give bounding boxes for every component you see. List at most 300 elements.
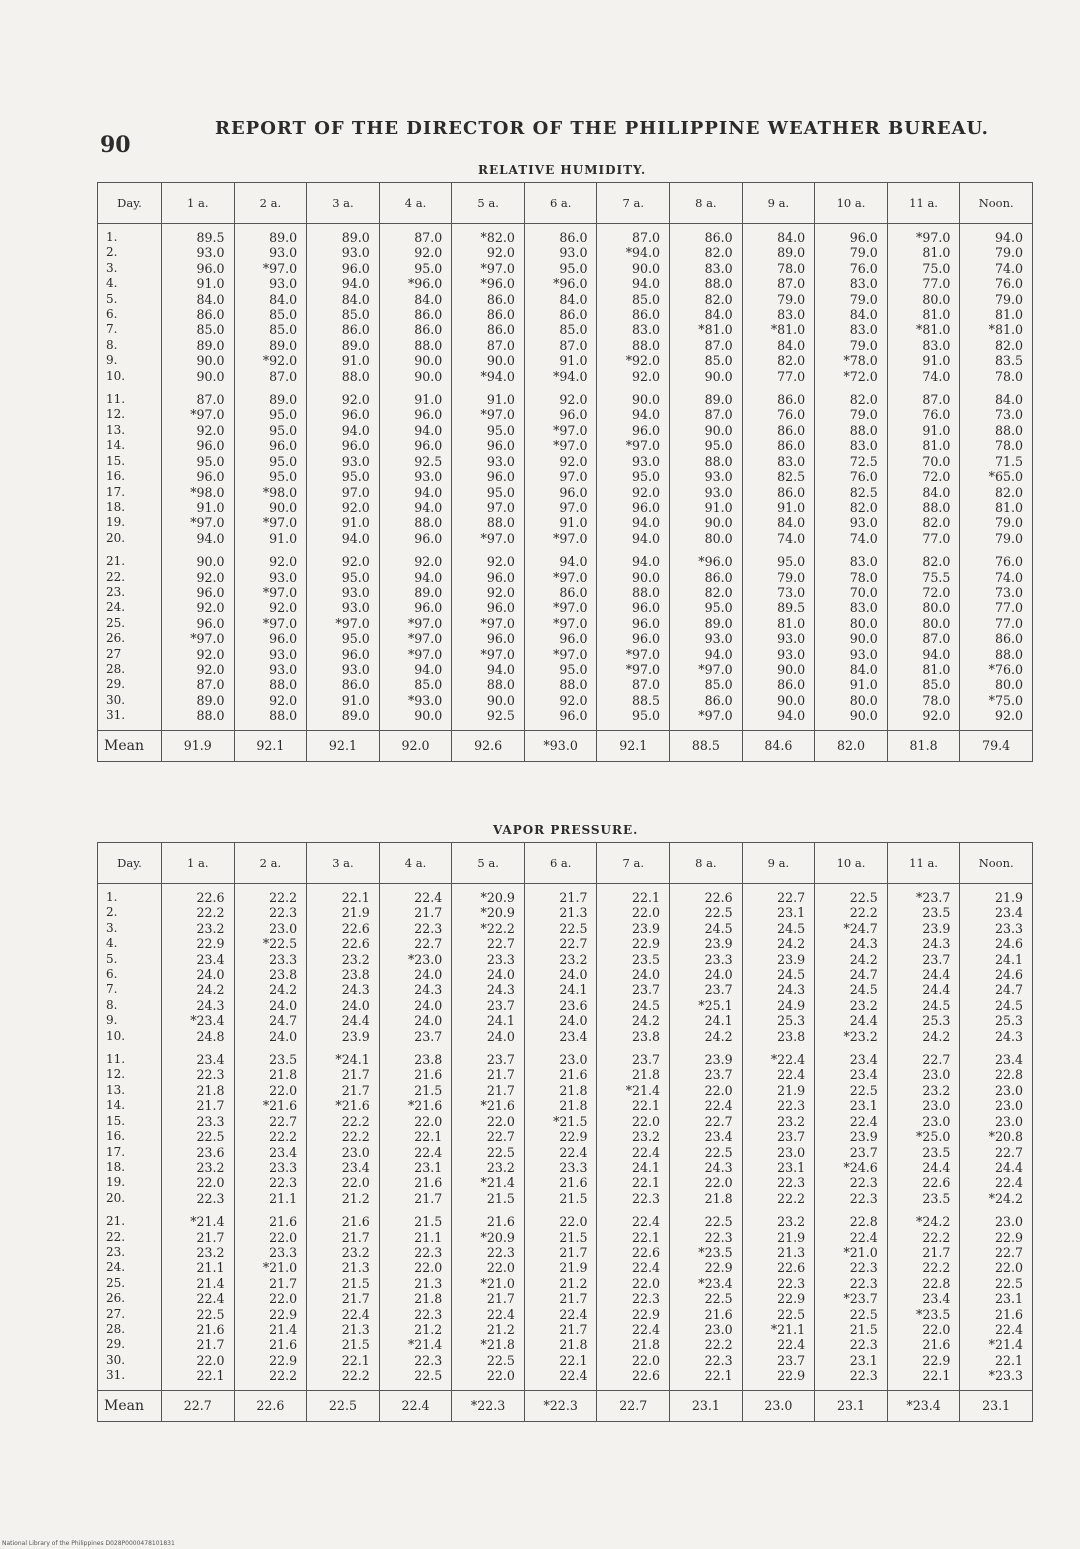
table-cell: 22.5 [452,1353,525,1368]
table-cell: 85.0 [524,322,597,337]
table-cell: 23.4 [887,1291,960,1306]
table-cell: 83.0 [815,438,888,453]
table-cell: 22.0 [452,1368,525,1390]
table-cell: 79.0 [742,570,815,585]
table-row [98,1276,1033,1291]
table-cell: 94.0 [597,515,670,530]
table-cell: 22.1 [597,1230,670,1245]
table-cell: 23.4 [670,1129,743,1144]
day-label: 30. [98,1353,162,1368]
mean-cell: *22.3 [452,1390,525,1421]
table-cell: 22.3 [742,1276,815,1291]
table-cell: *97.0 [234,261,307,276]
table-cell: 21.6 [234,1337,307,1352]
table-cell: 22.5 [670,1145,743,1160]
table-cell: 22.4 [524,1368,597,1390]
table-cell: 81.0 [887,245,960,260]
table-cell: 24.2 [742,936,815,951]
table-cell: 89.0 [234,384,307,407]
table-cell: *20.9 [452,1230,525,1245]
table-cell: 93.0 [307,585,380,600]
table-cell: 24.3 [815,936,888,951]
table-cell: 23.2 [887,1083,960,1098]
table-cell: 77.0 [887,531,960,546]
table-cell: 93.0 [234,647,307,662]
table-cell: 21.6 [162,1322,235,1337]
table-cell: 22.2 [234,884,307,906]
day-label: 17. [98,485,162,500]
table-cell: *96.0 [452,276,525,291]
table-cell: 82.0 [670,292,743,307]
table-cell: 90.0 [597,570,670,585]
table-cell: 21.6 [887,1337,960,1352]
table-cell: 86.0 [379,307,452,322]
table-cell: 24.1 [452,1013,525,1028]
table-cell: 91.0 [524,353,597,368]
table-cell: 91.0 [162,276,235,291]
mean-cell: 92.1 [234,730,307,761]
table-row [98,1013,1033,1028]
table-cell: 94.0 [887,647,960,662]
table-cell: 90.0 [234,500,307,515]
table-cell: 84.0 [815,662,888,677]
table-cell: 22.4 [960,1175,1033,1190]
table-row [98,936,1033,951]
table-cell: 88.0 [379,338,452,353]
table-cell: 22.4 [742,1067,815,1082]
table-cell: 82.0 [887,546,960,569]
table-cell: 80.0 [670,531,743,546]
table-cell: *75.0 [960,693,1033,708]
table-cell: 93.0 [670,485,743,500]
table-row [98,1160,1033,1175]
table-cell: 24.7 [960,982,1033,997]
table-cell: 21.9 [960,884,1033,906]
table-cell: 92.5 [452,708,525,730]
mean-cell: 92.1 [307,730,380,761]
day-label: 23. [98,1245,162,1260]
table-cell: 90.0 [597,384,670,407]
column-header: Noon. [960,843,1033,884]
table-cell: 86.0 [524,307,597,322]
table-cell: 74.0 [742,531,815,546]
table-cell: 95.0 [379,261,452,276]
table-cell: 22.3 [815,1337,888,1352]
column-header: 2 a. [234,183,307,224]
table-cell: 86.0 [597,307,670,322]
table-row [98,708,1033,730]
table-cell: 22.7 [452,936,525,951]
day-label: 21. [98,1206,162,1229]
table-cell: 21.9 [307,905,380,920]
table-cell: 23.0 [960,1098,1033,1113]
table-cell: 88.0 [234,677,307,692]
table-cell: 87.0 [524,338,597,353]
table-cell: 94.0 [379,423,452,438]
table-row [98,1129,1033,1144]
table-cell: 92.0 [960,708,1033,730]
table-cell: 22.1 [307,1353,380,1368]
table-row [98,1230,1033,1245]
table-cell: 84.0 [960,384,1033,407]
table-cell: 82.5 [742,469,815,484]
mean-cell: 84.6 [742,730,815,761]
table-cell: 92.0 [162,570,235,585]
table-cell: *24.2 [887,1206,960,1229]
table-cell: 72.0 [887,585,960,600]
mean-cell: *93.0 [524,730,597,761]
day-label: 25. [98,1276,162,1291]
table-cell: 92.0 [452,546,525,569]
table-cell: 97.0 [524,500,597,515]
table-cell: 79.0 [815,407,888,422]
table-cell: 22.8 [815,1206,888,1229]
table-cell: 97.0 [524,469,597,484]
table-cell: 87.0 [234,369,307,384]
table-cell: 22.0 [960,1260,1033,1275]
table-cell: 22.6 [597,1368,670,1390]
table-cell: 24.3 [307,982,380,997]
table-cell: 23.9 [887,921,960,936]
day-label: 19. [98,1175,162,1190]
table-cell: 95.0 [234,469,307,484]
table-cell: 23.5 [887,905,960,920]
table-cell: 22.0 [452,1260,525,1275]
table-cell: 22.2 [162,905,235,920]
mean-row [98,730,1033,761]
table-cell: 78.0 [815,570,888,585]
table-cell: 88.0 [379,515,452,530]
table-cell: 92.0 [234,600,307,615]
table-row [98,1206,1033,1229]
table-cell: 23.8 [597,1029,670,1044]
table-cell: 24.0 [452,1029,525,1044]
day-label: 25. [98,616,162,631]
table-cell: 91.0 [887,423,960,438]
table-cell: 89.0 [307,338,380,353]
table-cell: 87.0 [887,631,960,646]
table-cell: 22.9 [162,936,235,951]
table-cell: 95.0 [234,454,307,469]
column-header: 10 a. [815,843,888,884]
table-cell: 21.5 [524,1230,597,1245]
table-cell: *20.9 [452,905,525,920]
table-cell: 24.8 [162,1029,235,1044]
table-cell: 22.2 [670,1337,743,1352]
table-cell: 83.5 [960,353,1033,368]
table-cell: 23.0 [742,1145,815,1160]
column-header: 4 a. [379,843,452,884]
table-cell: 23.3 [524,1160,597,1175]
table-cell: 82.0 [670,585,743,600]
table-cell: 96.0 [379,600,452,615]
table-cell: 22.3 [234,1175,307,1190]
table-cell: 23.7 [379,1029,452,1044]
table-cell: 85.0 [887,677,960,692]
table-cell: 82.0 [815,500,888,515]
table-cell: 21.7 [452,1291,525,1306]
table-cell: 95.0 [452,485,525,500]
day-label: 6. [98,307,162,322]
table-cell: 22.3 [379,1245,452,1260]
table-cell: *23.5 [887,1307,960,1322]
table-row [98,1368,1033,1390]
day-label: 29. [98,1337,162,1352]
table-cell: 86.0 [452,292,525,307]
table-cell: 87.0 [597,224,670,246]
table-cell: 88.0 [887,500,960,515]
table-cell: 23.0 [307,1145,380,1160]
column-header: 8 a. [670,183,743,224]
table-cell: 96.0 [597,616,670,631]
table-cell: *23.4 [162,1013,235,1028]
table-cell: 22.1 [162,1368,235,1390]
table-cell: 23.1 [742,1160,815,1175]
table-cell: *24.2 [960,1191,1033,1206]
table-cell: 22.4 [815,1230,888,1245]
table-cell: 22.6 [887,1175,960,1190]
table-cell: 21.9 [742,1230,815,1245]
table-cell: 74.0 [815,531,888,546]
table-cell: 22.3 [815,1175,888,1190]
table-cell: 84.0 [307,292,380,307]
table-cell: *21.4 [597,1083,670,1098]
table-row [98,1353,1033,1368]
table-row [98,500,1033,515]
table-cell: 79.0 [815,338,888,353]
table-cell: 21.8 [524,1337,597,1352]
table-cell: 22.3 [670,1353,743,1368]
table-cell: 22.3 [162,1067,235,1082]
table-cell: 21.7 [379,905,452,920]
table-cell: 85.0 [597,292,670,307]
table-cell: 23.1 [379,1160,452,1175]
day-label: 7. [98,982,162,997]
table-cell: 22.9 [597,936,670,951]
table-cell: 24.3 [379,982,452,997]
table-cell: 83.0 [815,322,888,337]
table-cell: 81.0 [742,616,815,631]
day-label: 13. [98,423,162,438]
table-cell: 95.0 [307,631,380,646]
table-cell: 22.2 [234,1129,307,1144]
table-cell: 23.7 [742,1129,815,1144]
table-cell: 76.0 [742,407,815,422]
mean-cell: 22.4 [379,1390,452,1421]
table-cell: 22.5 [815,1307,888,1322]
table-cell: 24.1 [960,952,1033,967]
mean-cell: *22.3 [524,1390,597,1421]
table-cell: 22.0 [379,1114,452,1129]
humidity-title: RELATIVE HUMIDITY. [478,163,647,177]
table-cell: 95.0 [307,570,380,585]
table-cell: 93.0 [815,647,888,662]
table-cell: 94.0 [379,662,452,677]
table-cell: 96.0 [379,407,452,422]
table-cell: 91.0 [379,384,452,407]
table-cell: 91.0 [524,515,597,530]
table-cell: 84.0 [887,485,960,500]
table-row [98,531,1033,546]
table-cell: 94.0 [524,546,597,569]
table-cell: *97.0 [379,647,452,662]
table-cell: 90.0 [452,353,525,368]
day-label: 11. [98,384,162,407]
table-cell: 90.0 [670,423,743,438]
table-cell: 22.0 [670,1175,743,1190]
table-row [98,1291,1033,1306]
column-header: 1 a. [162,183,235,224]
table-cell: 24.2 [234,982,307,997]
mean-label: Mean [98,730,162,761]
table-cell: *96.0 [379,276,452,291]
table-cell: 86.0 [452,307,525,322]
table-cell: 23.6 [162,1145,235,1160]
table-cell: 96.0 [524,708,597,730]
table-cell: 24.3 [742,982,815,997]
table-cell: 24.5 [815,982,888,997]
table-cell: 91.0 [887,353,960,368]
table-cell: 90.0 [815,631,888,646]
table-cell: 89.5 [742,600,815,615]
table-cell: 22.5 [670,905,743,920]
table-cell: 21.2 [452,1322,525,1337]
table-cell: 23.4 [815,1044,888,1067]
table-cell: 92.0 [524,384,597,407]
column-header: 11 a. [887,843,960,884]
table-cell: 22.4 [379,884,452,906]
table-cell: 23.3 [234,1245,307,1260]
table-cell: *81.0 [742,322,815,337]
table-cell: 92.0 [379,546,452,569]
table-cell: 92.0 [887,708,960,730]
table-cell: *93.0 [379,693,452,708]
table-cell: 72.0 [887,469,960,484]
table-cell: 24.1 [597,1160,670,1175]
table-cell: 21.8 [670,1191,743,1206]
table-cell: *97.0 [887,224,960,246]
table-row [98,585,1033,600]
table-cell: 22.4 [815,1114,888,1129]
table-cell: 96.0 [307,438,380,453]
table-cell: 95.0 [670,438,743,453]
table-cell: 21.9 [524,1260,597,1275]
table-row [98,322,1033,337]
table-cell: 22.7 [960,1245,1033,1260]
table-cell: 90.0 [162,546,235,569]
table-cell: 21.5 [452,1191,525,1206]
table-cell: *96.0 [524,276,597,291]
table-cell: 96.0 [452,631,525,646]
table-cell: 23.4 [815,1067,888,1082]
table-cell: 80.0 [815,693,888,708]
table-cell: 88.0 [670,276,743,291]
table-cell: 21.1 [162,1260,235,1275]
table-cell: *97.0 [670,662,743,677]
table-cell: 96.0 [452,469,525,484]
table-cell: *25.0 [887,1129,960,1144]
table-cell: 89.0 [670,384,743,407]
table-cell: 23.3 [670,952,743,967]
table-cell: 85.0 [379,677,452,692]
table-cell: 77.0 [887,276,960,291]
table-cell: 21.2 [307,1191,380,1206]
day-label: 27. [98,1307,162,1322]
table-cell: *21.8 [452,1337,525,1352]
table-cell: 22.3 [234,905,307,920]
table-cell: 74.0 [960,570,1033,585]
day-label: 10. [98,1029,162,1044]
table-cell: 21.7 [452,1083,525,1098]
table-cell: 95.0 [597,708,670,730]
table-cell: 22.0 [597,905,670,920]
table-cell: 87.0 [670,407,743,422]
table-cell: 23.3 [452,952,525,967]
table-cell: 96.0 [452,570,525,585]
table-cell: 89.0 [742,245,815,260]
table-cell: 82.0 [815,384,888,407]
mean-cell: 22.5 [307,1390,380,1421]
table-cell: 94.0 [379,570,452,585]
table-cell: 21.8 [524,1083,597,1098]
table-cell: 22.4 [597,1322,670,1337]
table-cell: 24.0 [597,967,670,982]
table-cell: 85.0 [670,677,743,692]
table-cell: 23.7 [815,1145,888,1160]
table-cell: 87.0 [162,677,235,692]
table-row [98,1245,1033,1260]
table-row [98,677,1033,692]
table-cell: 23.2 [524,952,597,967]
table-cell: 96.0 [815,224,888,246]
table-cell: 23.0 [524,1044,597,1067]
table-cell: 21.8 [379,1291,452,1306]
table-cell: 22.3 [742,1175,815,1190]
column-header: 1 a. [162,843,235,884]
table-cell: 23.3 [960,921,1033,936]
table-cell: 83.0 [742,307,815,322]
table-cell: 22.9 [960,1230,1033,1245]
table-cell: 23.4 [960,1044,1033,1067]
table-cell: 97.0 [452,500,525,515]
table-cell: *97.0 [234,616,307,631]
table-cell: 22.5 [162,1129,235,1144]
table-row [98,469,1033,484]
table-cell: 23.0 [887,1098,960,1113]
table-cell: 95.0 [162,454,235,469]
table-cell: 97.0 [307,485,380,500]
table-cell: 94.0 [452,662,525,677]
table-cell: *97.0 [234,585,307,600]
table-cell: *24.7 [815,921,888,936]
table-cell: 22.9 [887,1353,960,1368]
table-cell: 23.8 [307,967,380,982]
table-cell: 22.4 [597,1260,670,1275]
table-cell: 22.4 [597,1145,670,1160]
table-cell: 22.7 [452,1129,525,1144]
table-cell: 23.8 [234,967,307,982]
table-row [98,967,1033,982]
table-cell: 24.0 [234,998,307,1013]
table-cell: 22.2 [234,1368,307,1390]
table-cell: 21.8 [162,1083,235,1098]
table-cell: 21.7 [524,1322,597,1337]
table-cell: 23.2 [597,1129,670,1144]
table-cell: 21.8 [234,1067,307,1082]
table-cell: *78.0 [815,353,888,368]
table-cell: 87.0 [452,338,525,353]
table-cell: 86.0 [960,631,1033,646]
